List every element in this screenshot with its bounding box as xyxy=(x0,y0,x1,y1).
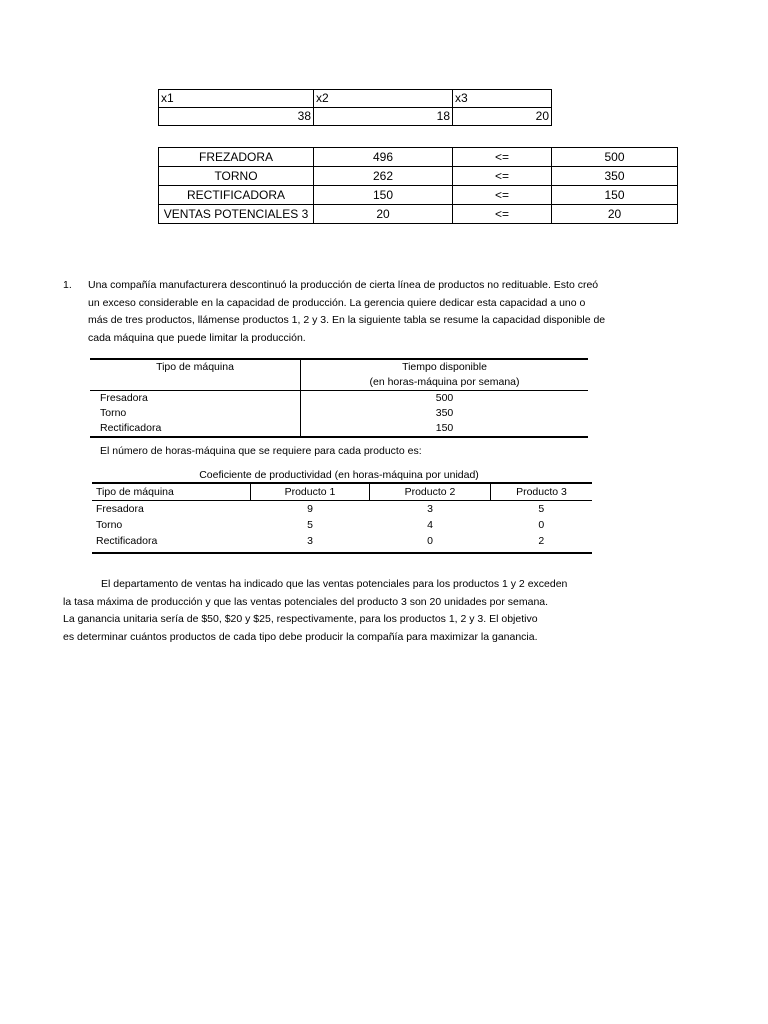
constraint-lhs[interactable]: 262 xyxy=(314,167,453,186)
value-x1[interactable]: 38 xyxy=(159,108,314,126)
coefficient-caption: Coeficiente de productividad (en horas-máquina por unidad) xyxy=(199,469,479,481)
constraint-rhs[interactable]: 150 xyxy=(552,186,678,205)
header-x1[interactable]: x1 xyxy=(159,90,314,108)
sales-line: La ganancia unitaria sería de $50, $20 y $25, respectivamente, para los productos 1, 2 y 3. El objetivo xyxy=(63,613,538,625)
constraint-operator[interactable]: <= xyxy=(453,186,552,205)
coef-machine: Torno xyxy=(96,519,123,531)
constraint-row xyxy=(159,205,678,224)
capacity-row xyxy=(90,421,588,437)
coef-row xyxy=(92,517,592,533)
capacity-row xyxy=(90,406,588,421)
coef-machine: Rectificadora xyxy=(92,533,251,553)
constraint-row xyxy=(159,148,678,167)
coef-p3: 0 xyxy=(538,519,545,531)
constraints-table xyxy=(158,147,678,224)
constraint-lhs[interactable]: 20 xyxy=(314,205,453,224)
variables-table xyxy=(158,89,552,126)
header-x2[interactable]: x2 xyxy=(314,90,453,108)
coefficient-table xyxy=(92,482,592,554)
constraint-operator[interactable]: <= xyxy=(453,148,552,167)
coef-p3: 5 xyxy=(538,503,545,515)
sales-line: es determinar cuántos productos de cada tipo debe producir la compañía para maximizar la ganancia. xyxy=(63,630,538,643)
constraint-name[interactable]: RECTIFICADORA xyxy=(159,186,314,205)
constraint-lhs[interactable]: 496 xyxy=(314,148,453,167)
coef-header-product-3: Producto 3 xyxy=(491,483,593,501)
constraint-operator[interactable]: <= xyxy=(453,205,552,224)
coef-p2: 3 xyxy=(427,503,433,515)
capacity-time: 150 xyxy=(301,421,589,437)
capacity-row xyxy=(90,391,588,407)
constraint-rhs[interactable]: 20 xyxy=(552,205,678,224)
capacity-time: 500 xyxy=(435,392,454,404)
coef-p2: 4 xyxy=(427,519,433,531)
problem-number: 1. xyxy=(63,279,72,291)
variables-value-row xyxy=(159,108,552,126)
capacity-table xyxy=(90,358,588,438)
coef-row xyxy=(92,533,592,553)
problem-statement xyxy=(63,277,608,347)
constraint-rhs[interactable]: 500 xyxy=(552,148,678,167)
constraint-name[interactable]: VENTAS POTENCIALES 3 xyxy=(159,205,314,224)
capacity-machine: Torno xyxy=(90,406,301,421)
coef-header-product-1: Producto 1 xyxy=(251,483,370,501)
coef-machine: Fresadora xyxy=(96,503,144,515)
value-x2[interactable]: 18 xyxy=(314,108,453,126)
constraint-lhs[interactable]: 150 xyxy=(314,186,453,205)
capacity-time: 350 xyxy=(435,407,454,419)
coef-p1: 5 xyxy=(307,519,313,531)
constraint-rhs[interactable]: 350 xyxy=(552,167,678,186)
capacity-header-time-unit: (en horas-máquina por semana) xyxy=(301,375,589,391)
sales-line: la tasa máxima de producción y que las ventas potenciales del producto 3 son 20 unidades por semana. xyxy=(63,595,549,608)
coef-row xyxy=(92,501,592,518)
capacity-machine: Rectificadora xyxy=(90,421,301,437)
sales-line: El departamento de ventas ha indicado que las ventas potenciales para los productos 1 y 2 exceden xyxy=(101,578,568,590)
coef-p1: 9 xyxy=(307,503,313,515)
value-x3[interactable]: 20 xyxy=(453,108,552,126)
coef-p2: 0 xyxy=(370,533,491,553)
problem-text: Una compañía manufacturera descontinuó la producción de cierta línea de productos no redituable. Esto creó un exceso considerable en la capacidad de producción. La gerencia quiere dedicar esta capacidad a uno o más de tres productos, llámense productos 1, 2 y 3. En la siguiente tabla se resume la capacidad disponible de cada máquina que puede limitar la producción. xyxy=(88,279,606,344)
constraint-row xyxy=(159,167,678,186)
capacity-machine: Fresadora xyxy=(90,391,301,407)
constraint-operator[interactable]: <= xyxy=(453,167,552,186)
coef-p3: 2 xyxy=(491,533,593,553)
capacity-header-time: Tiempo disponible xyxy=(301,359,589,375)
variables-header-row xyxy=(159,90,552,108)
coef-header-machine: Tipo de máquina xyxy=(92,483,251,501)
hours-required-text: El número de horas-máquina que se requiere para cada producto es: xyxy=(100,445,422,457)
constraint-name[interactable]: FREZADORA xyxy=(159,148,314,167)
capacity-header-spacer xyxy=(90,375,301,391)
sales-paragraph xyxy=(63,576,608,646)
constraint-row xyxy=(159,186,678,205)
capacity-header-machine: Tipo de máquina xyxy=(90,359,301,375)
header-x3[interactable]: x3 xyxy=(453,90,552,108)
constraint-name[interactable]: TORNO xyxy=(159,167,314,186)
coef-p1: 3 xyxy=(251,533,370,553)
coef-header-product-2: Producto 2 xyxy=(370,483,491,501)
